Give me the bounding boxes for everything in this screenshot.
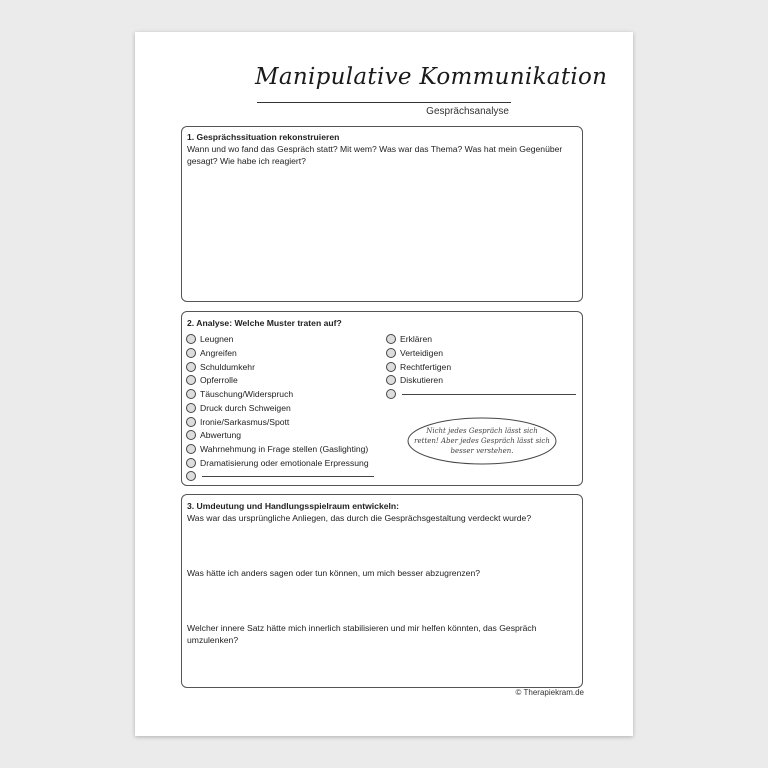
checkbox-option[interactable]: Angreifen bbox=[186, 347, 237, 359]
section-1-prompt: Wann und wo fand das Gespräch statt? Mit wem? Was war das Thema? Was hat mein Gegenüber gesagt? Wie habe ich reagiert? bbox=[187, 144, 563, 166]
copyright-footer: © Therapiekram.de bbox=[515, 688, 584, 697]
checkbox-option[interactable]: Diskutieren bbox=[386, 374, 443, 386]
checkbox-circle-icon[interactable] bbox=[186, 403, 196, 413]
checkbox-option[interactable]: Ironie/Sarkasmus/Spott bbox=[186, 416, 289, 428]
checkbox-option[interactable]: Opferrolle bbox=[186, 374, 238, 386]
worksheet-subtitle: Gesprächsanalyse bbox=[426, 106, 509, 117]
section-3-question-2: Was hätte ich anders sagen oder tun können, um mich besser abzugrenzen? bbox=[187, 568, 480, 578]
section-2-box bbox=[181, 311, 583, 486]
checkbox-option-other[interactable] bbox=[186, 470, 374, 482]
checkbox-circle-icon[interactable] bbox=[186, 375, 196, 385]
checkbox-circle-icon[interactable] bbox=[386, 334, 396, 344]
checkbox-option[interactable]: Verteidigen bbox=[386, 347, 443, 359]
quote-text: Nicht jedes Gespräch lässt sich retten! Aber jedes Gespräch lässt sich besser verstehen. bbox=[414, 427, 550, 455]
checkbox-circle-icon[interactable] bbox=[186, 348, 196, 358]
checkbox-circle-icon[interactable] bbox=[186, 389, 196, 399]
checkbox-circle-icon[interactable] bbox=[186, 430, 196, 440]
checkbox-circle-icon[interactable] bbox=[386, 389, 396, 399]
checkbox-option[interactable]: Täuschung/Widerspruch bbox=[186, 388, 293, 400]
checkbox-option[interactable]: Druck durch Schweigen bbox=[186, 402, 291, 414]
checkbox-circle-icon[interactable] bbox=[186, 362, 196, 372]
checkbox-option[interactable]: Abwertung bbox=[186, 429, 241, 441]
title-underline bbox=[257, 102, 511, 103]
checkbox-option-other[interactable] bbox=[386, 388, 576, 400]
checkbox-option[interactable]: Erklären bbox=[386, 333, 432, 345]
checkbox-option[interactable]: Leugnen bbox=[186, 333, 233, 345]
section-3-box bbox=[181, 494, 583, 688]
section-3-heading: 3. Umdeutung und Handlungsspielraum entwickeln: bbox=[187, 501, 399, 511]
checkbox-circle-icon[interactable] bbox=[186, 444, 196, 454]
section-1-heading: 1. Gesprächssituation rekonstruieren bbox=[187, 132, 340, 142]
checkbox-option[interactable]: Rechtfertigen bbox=[386, 361, 451, 373]
checkbox-circle-icon[interactable] bbox=[186, 458, 196, 468]
worksheet-page bbox=[135, 32, 633, 736]
checkbox-circle-icon[interactable] bbox=[386, 375, 396, 385]
checkbox-circle-icon[interactable] bbox=[386, 362, 396, 372]
checkbox-option[interactable]: Wahrnehmung in Frage stellen (Gaslighting) bbox=[186, 443, 368, 455]
write-in-line[interactable] bbox=[202, 476, 374, 477]
write-in-line[interactable] bbox=[402, 394, 576, 395]
section-3-question-3: Welcher innere Satz hätte mich innerlich stabilisieren und mir helfen könnten, das Gespräch umzulenken? bbox=[187, 623, 537, 645]
checkbox-circle-icon[interactable] bbox=[186, 471, 196, 481]
worksheet-title: Manipulative Kommunikation bbox=[255, 64, 608, 90]
checkbox-option[interactable]: Schuldumkehr bbox=[186, 361, 255, 373]
checkbox-option[interactable]: Dramatisierung oder emotionale Erpressung bbox=[186, 457, 369, 469]
checkbox-circle-icon[interactable] bbox=[186, 334, 196, 344]
section-1-box[interactable] bbox=[181, 126, 583, 302]
section-2-heading: 2. Analyse: Welche Muster traten auf? bbox=[187, 318, 342, 328]
section-3-question-1: Was war das ursprüngliche Anliegen, das durch die Gesprächsgestaltung verdeckt wurde? bbox=[187, 513, 532, 523]
checkbox-circle-icon[interactable] bbox=[186, 417, 196, 427]
quote-bubble bbox=[406, 416, 558, 466]
checkbox-circle-icon[interactable] bbox=[386, 348, 396, 358]
